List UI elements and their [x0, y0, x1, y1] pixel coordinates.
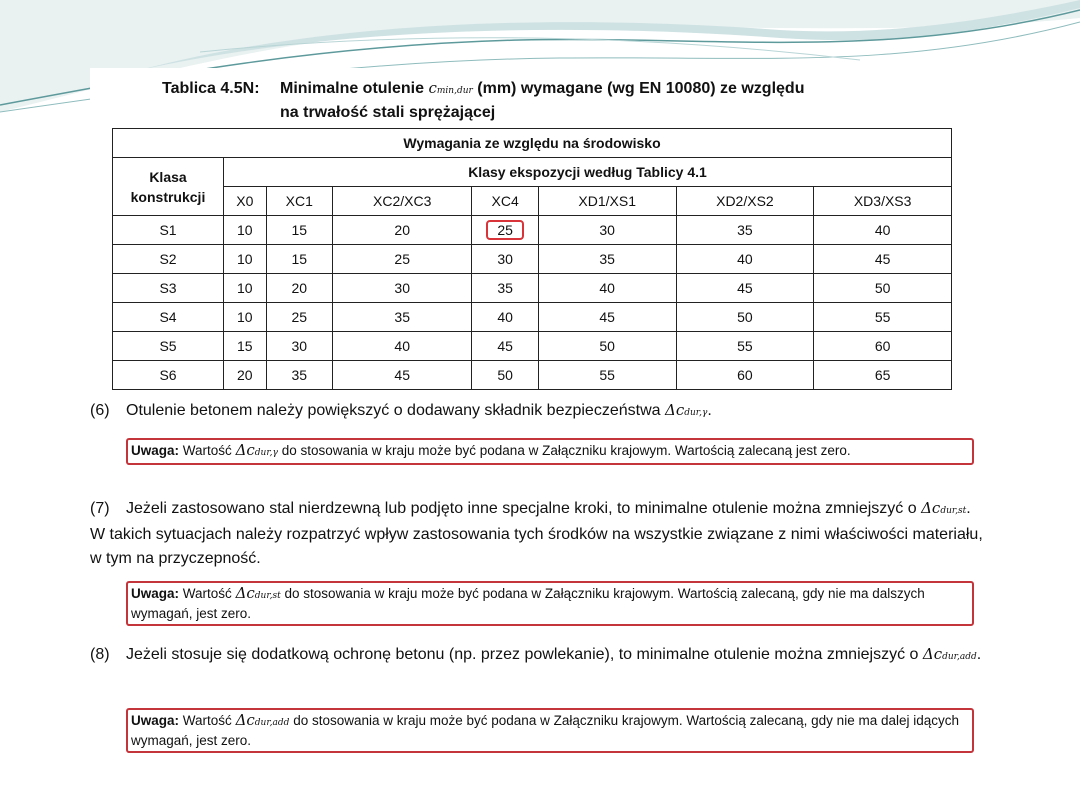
exposure-column-header: XD2/XS2	[676, 187, 814, 216]
structural-class-cell: S1	[113, 216, 224, 245]
cover-value-cell: 20	[266, 274, 332, 303]
cover-value-cell: 15	[224, 332, 267, 361]
paragraph-number: (7)	[90, 500, 110, 517]
cover-value-cell: 10	[224, 216, 267, 245]
exposure-column-header: XC1	[266, 187, 332, 216]
exposure-header: Klasy ekspozycji według Tablicy 4.1	[224, 158, 952, 187]
paragraph-number: (6)	[90, 402, 110, 419]
cover-value-cell: 60	[814, 332, 952, 361]
class-header: Klasa konstrukcji	[113, 158, 224, 216]
note-1: Uwaga: Wartość Δcdur,γ do stosowania w kraju może być podana w Załączniku krajowym. Wartością zalecaną jest zero.	[126, 438, 974, 465]
cover-value-cell: 55	[814, 303, 952, 332]
cover-value-cell: 55	[538, 361, 676, 390]
exposure-column-header: X0	[224, 187, 267, 216]
env-header: Wymagania ze względu na środowisko	[113, 129, 952, 158]
column-header-row	[113, 187, 952, 216]
cover-value-cell: 15	[266, 216, 332, 245]
cover-value-cell: 30	[332, 274, 472, 303]
caption-label: Tablica 4.5N:	[162, 80, 260, 97]
cover-value-cell: 35	[676, 216, 814, 245]
cover-value-cell: 40	[472, 303, 538, 332]
structural-class-cell: S4	[113, 303, 224, 332]
cover-value-cell: 40	[814, 216, 952, 245]
highlighted-value-cell: 25	[472, 216, 538, 245]
caption-symbol: cmin,dur	[428, 79, 473, 97]
table-row	[113, 361, 952, 390]
cover-value-cell: 35	[332, 303, 472, 332]
paragraph-number: (8)	[90, 646, 110, 663]
cover-value-cell: 40	[332, 332, 472, 361]
cover-value-cell: 45	[814, 245, 952, 274]
paragraph-8: (8) Jeżeli stosuje się dodatkową ochronę betonu (np. przez powlekanie), to minimalne otulenie można zmniejszyć o Δcdur,add.	[90, 642, 985, 669]
delta-symbol: Δcdur,add	[922, 645, 977, 663]
paragraph-7: (7) Jeżeli zastosowano stal nierdzewną lub podjęto inne specjalne kroki, to minimalne otulenie można zmniejszyć o Δcdur,st. W takich sytuacjach należy rozpatrzyć wpływ zastosowania tych środków na wszystkie związane z nimi właściwości materiału, w tym na przyczepność.	[90, 499, 983, 567]
cover-value-cell: 45	[332, 361, 472, 390]
cover-requirements-table	[112, 128, 952, 390]
cover-value-cell: 50	[538, 332, 676, 361]
cover-value-cell: 45	[538, 303, 676, 332]
note-label: Uwaga:	[131, 443, 180, 458]
cover-value-cell: 30	[266, 332, 332, 361]
note-label: Uwaga:	[131, 586, 180, 601]
note-3: Uwaga: Wartość Δcdur,add do stosowania w kraju może być podana w Załączniku krajowym. Wartością zalecaną, gdy nie ma dalej idących wymagań, jest zero.	[126, 708, 974, 753]
cover-value-cell: 30	[538, 216, 676, 245]
cover-value-cell: 50	[814, 274, 952, 303]
table-row	[113, 216, 952, 245]
table-caption	[162, 78, 982, 123]
cover-value-cell: 25	[266, 303, 332, 332]
delta-symbol: Δcdur,γ	[664, 401, 708, 419]
cover-value-cell: 25	[332, 245, 472, 274]
cover-value-cell: 30	[472, 245, 538, 274]
note-2: Uwaga: Wartość Δcdur,st do stosowania w kraju może być podana w Załączniku krajowym. Wartością zalecaną, gdy nie ma dalszych wymagań, jest zero.	[126, 581, 974, 626]
table-row	[113, 274, 952, 303]
structural-class-cell: S3	[113, 274, 224, 303]
cover-value-cell: 65	[814, 361, 952, 390]
delta-symbol: Δcdur,add	[235, 711, 290, 729]
paragraph-6: (6) Otulenie betonem należy powiększyć o dodawany składnik bezpieczeństwa Δcdur,γ.	[90, 398, 985, 425]
cover-value-cell: 35	[472, 274, 538, 303]
delta-symbol: Δcdur,γ	[235, 441, 278, 459]
exposure-column-header: XC2/XC3	[332, 187, 472, 216]
cover-value-cell: 10	[224, 303, 267, 332]
paragraph-text: Otulenie betonem należy powiększyć o dodawany składnik bezpieczeństwa	[126, 402, 661, 419]
cover-value-cell: 15	[266, 245, 332, 274]
table-row	[113, 332, 952, 361]
note-label: Uwaga:	[131, 713, 180, 728]
cover-value-cell: 10	[224, 274, 267, 303]
cover-value-cell: 20	[224, 361, 267, 390]
caption-text-after: (mm) wymagane (wg EN 10080) ze względu	[477, 80, 805, 97]
exposure-column-header: XC4	[472, 187, 538, 216]
exposure-column-header: XD1/XS1	[538, 187, 676, 216]
cover-value-cell: 35	[266, 361, 332, 390]
structural-class-cell: S2	[113, 245, 224, 274]
cover-value-cell: 50	[676, 303, 814, 332]
cover-value-cell: 45	[472, 332, 538, 361]
delta-symbol: Δcdur,st	[235, 584, 281, 602]
cover-value-cell: 10	[224, 245, 267, 274]
cover-value-cell: 55	[676, 332, 814, 361]
caption-text-before: Minimalne otulenie	[280, 80, 425, 97]
exposure-column-header: XD3/XS3	[814, 187, 952, 216]
cover-value-cell: 60	[676, 361, 814, 390]
structural-class-cell: S6	[113, 361, 224, 390]
document-scan	[90, 68, 990, 762]
cover-value-cell: 50	[472, 361, 538, 390]
table-row	[113, 303, 952, 332]
cover-value-cell: 40	[538, 274, 676, 303]
structural-class-cell: S5	[113, 332, 224, 361]
cover-value-cell: 40	[676, 245, 814, 274]
delta-symbol: Δcdur,st	[921, 499, 967, 517]
caption-line2: na trwałość stali sprężającej	[280, 104, 496, 121]
cover-value-cell: 35	[538, 245, 676, 274]
cover-value-cell: 20	[332, 216, 472, 245]
table-row	[113, 245, 952, 274]
cover-value-cell: 45	[676, 274, 814, 303]
